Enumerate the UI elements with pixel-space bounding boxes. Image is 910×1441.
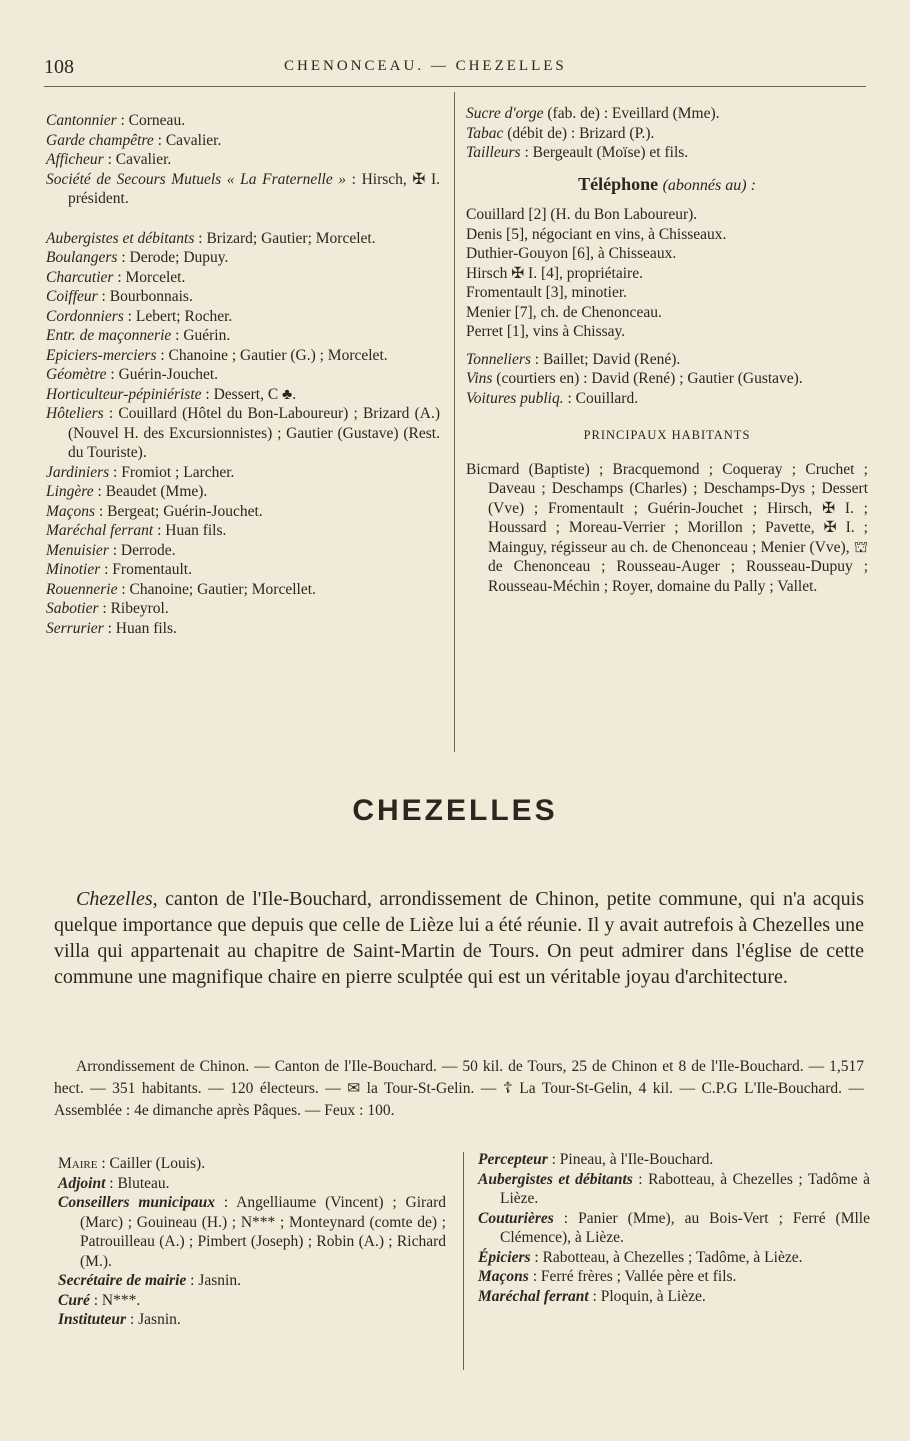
entry-label: Aubergistes et débitants <box>478 1170 633 1188</box>
entry-label: Conseillers municipaux <box>58 1194 215 1211</box>
entry-line <box>466 350 868 370</box>
entry-text: (fab. de) : Eveillard (Mme). <box>543 105 720 122</box>
telephone-entry: Duthier-Gouyon [6], à Chisseaux. <box>466 245 677 262</box>
entry-line <box>466 124 868 144</box>
page-header <box>44 56 866 82</box>
telephone-entry: Menier [7], ch. de Chenonceau. <box>466 303 662 321</box>
entry-label: Couturières <box>478 1209 554 1227</box>
running-title: CHENONCEAU. — CHEZELLES <box>284 58 567 74</box>
entry-text: : Pineau, à l'Ile-Bouchard. <box>547 1151 714 1168</box>
entry-text: : Beaudet (Mme). <box>93 483 208 500</box>
entry-label: Tonneliers <box>466 350 531 368</box>
entry-line <box>466 389 868 409</box>
entry-label: Voitures publiq. <box>466 389 564 407</box>
entry-label: Maréchal ferrant <box>478 1287 589 1305</box>
entry-text: : Panier (Mme), au Bois-Vert ; Ferré (Mlle Clémence), à Lièze. <box>500 1209 870 1246</box>
entry-line <box>46 502 440 522</box>
entry-label: Charcutier <box>46 268 114 286</box>
entry-label: Coiffeur <box>46 288 98 305</box>
entry-label: Épiciers <box>478 1248 531 1266</box>
entry-line <box>46 170 440 209</box>
telephone-entry: Couillard [2] (H. du Bon Laboureur). <box>466 206 698 223</box>
entry-label: Minotier <box>46 561 101 578</box>
entry-text: : Bergeault (Moïse) et fils. <box>520 144 689 161</box>
entry-text: : Morcelet. <box>113 268 186 286</box>
entry-text: : Couillard. <box>563 389 639 407</box>
stats-paragraph: Arrondissement de Chinon. — Canton de l'Ile-Bouchard. — 50 kil. de Tours, 25 de Chinon et 8 de l'Ile-Bouchard. — 1,517 hect. — 351 habitants. — 120 électeurs. — ✉ la Tour-St-Gelin. — ☦ La Tour-St-Gelin, 4 kil. — C.P.G L'Ile-Bouchard. — Assemblée : 4e dimanche après Pâques. — Feux : 100. <box>54 1057 864 1119</box>
entry-label: Sabotier <box>46 600 99 617</box>
entry-label: Tailleurs <box>466 144 521 161</box>
entry-label: Maréchal ferrant <box>46 522 154 539</box>
entry-label: Entr. de maçonnerie <box>46 327 172 344</box>
entry-line <box>46 150 440 170</box>
entry-label: Géomètre <box>46 366 107 383</box>
page-number: 108 <box>44 56 74 78</box>
entry-text: : Derode; Dupuy. <box>117 249 229 266</box>
entry-line <box>46 541 440 561</box>
entry-line <box>466 143 868 163</box>
entry-line <box>46 580 440 600</box>
entry-line <box>46 385 440 405</box>
entry-line <box>46 307 440 327</box>
entry-text: : N***. <box>89 1291 141 1309</box>
entry-line <box>58 1193 446 1271</box>
entry-text: : Rabotteau, à Chezelles ; Tadôme, à Lièze. <box>530 1248 803 1266</box>
entry-text: : Bourbonnais. <box>97 288 193 305</box>
entry-text: : Fromiot ; Larcher. <box>109 463 235 481</box>
entry-text: : Dessert, C ♣. <box>201 385 297 403</box>
entry-text: : Couillard (Hôtel du Bon-Laboureur) ; Brizard (A.) (Nouvel H. des Excursionnistes) ; Gautier (Gustave) (Rest. du Touriste). <box>68 405 440 461</box>
entry-text: : Huan fils. <box>153 522 227 539</box>
entry-line <box>478 1170 870 1209</box>
entry-label: Percepteur <box>478 1151 548 1168</box>
entry-label: Instituteur <box>58 1311 127 1328</box>
telephone-entry: Hirsch ✠ I. [4], propriétaire. <box>466 264 643 282</box>
entry-line <box>58 1174 446 1194</box>
entry-line <box>478 1150 870 1170</box>
entry-text: : Jasnin. <box>126 1311 181 1328</box>
entry-line <box>478 1267 870 1287</box>
entry-line <box>46 560 440 580</box>
entry-label: Secrétaire de mairie <box>58 1272 187 1289</box>
entry-line <box>46 599 440 619</box>
entry-label: Sucre d'orge <box>466 105 544 122</box>
entry-label: Maire <box>58 1155 98 1172</box>
entry-text: : Derrode. <box>108 541 176 559</box>
entry-text: : Hirsch, ✠ I. président. <box>68 170 440 207</box>
entry-text: : Ploquin, à Lièze. <box>588 1287 706 1305</box>
entry-label: Serrurier <box>46 619 104 637</box>
entry-line <box>46 268 440 288</box>
entry-text: : Cavalier. <box>103 151 172 168</box>
telephone-entry: Perret [1], vins à Chissay. <box>466 323 626 340</box>
entry-text: : Guérin. <box>171 327 231 344</box>
entry-text: : Fromentault. <box>100 561 192 578</box>
entry-label: Maçons <box>478 1268 529 1285</box>
entry-label: Jardiniers <box>46 463 110 481</box>
entry-line <box>466 369 868 389</box>
entry-text: (courtiers en) : David (René) ; Gautier (Gustave). <box>492 370 803 387</box>
telephone-heading: Téléphone (abonnés au) : <box>578 173 756 194</box>
entry-label: Cordonniers <box>46 307 124 325</box>
entry-line <box>478 1248 870 1268</box>
entry-text: : Baillet; David (René). <box>530 350 681 368</box>
entry-label: Cantonnier <box>46 112 117 129</box>
entry-line <box>58 1271 446 1291</box>
entry-text: : Brizard; Gautier; Morcelet. <box>194 229 376 247</box>
entry-label: Boulangers <box>46 249 118 266</box>
entry-label: Société de Secours Mutuels « La Fraternelle » <box>46 170 347 188</box>
section-title: CHEZELLES <box>352 794 558 827</box>
telephone-entry: Denis [5], négociant en vins, à Chisseaux. <box>466 225 727 243</box>
entry-text: : Ferré frères ; Vallée père et fils. <box>528 1268 737 1285</box>
entry-line <box>46 365 440 385</box>
entry-text: : Chanoine ; Gautier (G.) ; Morcelet. <box>156 346 388 364</box>
entry-label: Horticulteur-pépiniériste <box>46 385 202 403</box>
intro-paragraph: Chezelles, canton de l'Ile-Bouchard, arrondissement de Chinon, petite commune, qui n'a acquis quelque importance que depuis que celle de Lièze lui a été réunie. Il y avait autrefois à Chezelles une villa qui appartenait au chapitre de Saint-Martin de Tours. On peut admirer dans l'église de cette commune une magnifique chaire en pierre sculptée qui est un véritable joyau d'architecture. <box>54 888 864 988</box>
entry-line <box>46 619 440 639</box>
entry-label: Adjoint <box>58 1174 106 1192</box>
entry-text: : Bergeat; Guérin-Jouchet. <box>95 502 263 520</box>
entry-line <box>466 104 868 124</box>
entry-label: Hôteliers <box>46 405 104 422</box>
entry-line <box>58 1291 446 1311</box>
header-rule <box>44 86 866 87</box>
entry-label: Epiciers-merciers <box>46 346 157 364</box>
habitants-list: Bicmard (Baptiste) ; Bracquemond ; Coqueray ; Cruchet ; Daveau ; Deschamps (Charles) ; Deschamps-Dys ; Dessert (Vve) ; Fromentault ; Guérin-Jouchet ; Hirsch, ✠ I. ; Houssard ; Moreau-Verrier ; Morillon ; Pavette, ✠ I. ; Mainguy, régisseur au ch. de Chenonceau ; Menier (Vve), ⛫ de Chenonceau ; Rousseau-Auger ; Rousseau-Dupuy ; Rousseau-Méchin ; Royer, domaine du Pally ; Vallet. <box>466 460 868 595</box>
entry-label: Menuisier <box>46 541 109 559</box>
habitants-heading: PRINCIPAUX HABITANTS <box>583 428 751 442</box>
entry-text: : Cailler (Louis). <box>97 1155 206 1172</box>
column-divider <box>454 92 455 752</box>
entry-label: Curé <box>58 1291 90 1309</box>
entry-line <box>46 326 440 346</box>
entry-text: : Lebert; Rocher. <box>123 307 233 325</box>
entry-text: : Huan fils. <box>103 619 177 637</box>
entry-line <box>46 521 440 541</box>
entry-line <box>58 1154 446 1174</box>
entry-line <box>46 131 440 151</box>
entry-label: Maçons <box>46 502 96 520</box>
entry-text: : Ribeyrol. <box>98 600 169 617</box>
column-divider-lower <box>463 1152 464 1370</box>
entry-text: : Cavalier. <box>153 131 222 149</box>
entry-line <box>46 287 440 307</box>
entry-text: (débit de) : Brizard (P.). <box>503 124 655 142</box>
entry-line <box>478 1209 870 1248</box>
entry-label: Lingère <box>46 483 94 500</box>
chezelles-right-column <box>478 1150 870 1306</box>
entry-label: Tabac <box>466 124 504 142</box>
entry-line <box>46 463 440 483</box>
entry-line <box>46 482 440 502</box>
entry-text: : Rabotteau, à Chezelles ; Tadôme à Lièze. <box>500 1170 870 1207</box>
chenonceau-right-column <box>466 104 868 596</box>
entry-label: Garde champêtre <box>46 131 154 149</box>
entry-line <box>46 111 440 131</box>
entry-line <box>478 1287 870 1307</box>
telephone-entry: Fromentault [3], minotier. <box>466 284 628 301</box>
entry-line <box>58 1310 446 1330</box>
entry-text: : Angelliaume (Vincent) ; Girard (Marc) ; Gouineau (H.) ; N*** ; Monteynard (comte de) ; Patrouilleau (A.) ; Pimbert (Joseph) ; Robin (A.) ; Richard (M.). <box>80 1194 446 1270</box>
entry-label: Afficheur <box>46 151 104 168</box>
entry-label: Rouennerie <box>46 580 118 598</box>
entry-text: : Chanoine; Gautier; Morcellet. <box>117 580 316 598</box>
chenonceau-left-column <box>46 111 440 638</box>
entry-text: : Corneau. <box>116 112 186 129</box>
chezelles-left-column <box>58 1154 446 1330</box>
entry-text: : Guérin-Jouchet. <box>106 366 219 383</box>
entry-line <box>46 346 440 366</box>
entry-label: Aubergistes et débitants <box>46 229 195 247</box>
entry-text: : Jasnin. <box>186 1272 241 1289</box>
entry-label: Vins <box>466 370 493 387</box>
entry-line <box>46 229 440 249</box>
entry-line <box>46 248 440 268</box>
entry-text: : Bluteau. <box>105 1174 170 1192</box>
entry-line <box>46 404 440 463</box>
